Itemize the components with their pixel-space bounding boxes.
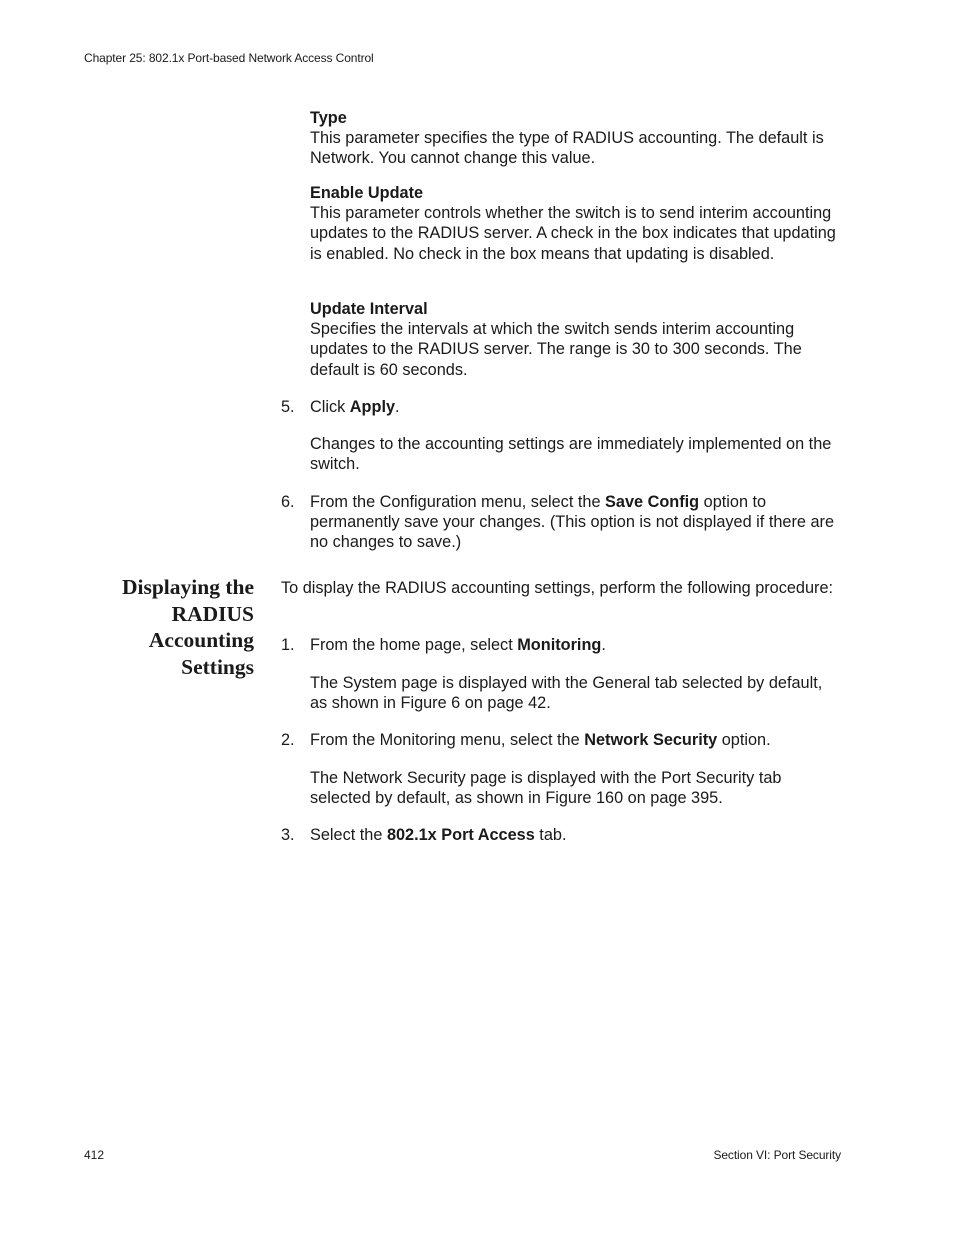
step-6 bbox=[281, 492, 842, 553]
step-text: From the Configuration menu, select the Save Config option to permanently save your changes. (This option is not displayed if there are no changes to save.) bbox=[310, 493, 834, 552]
param-description: This parameter controls whether the switch is to send interim accounting updates to the RADIUS server. A check in the box indicates that updating is enabled. No check in the box means that updating is disabled. bbox=[310, 204, 836, 263]
ui-term: Apply bbox=[349, 398, 396, 416]
section-label: Section VI: Port Security bbox=[713, 1148, 841, 1162]
step-text: From the Monitoring menu, select the Network Security option. bbox=[310, 731, 771, 749]
section-step-1 bbox=[281, 635, 842, 655]
section-step-1-note: The System page is displayed with the General tab selected by default, as shown in Figure 6 on page 42. bbox=[310, 674, 823, 713]
section-heading bbox=[84, 574, 254, 680]
step-5 bbox=[281, 397, 842, 417]
step-number: 3. bbox=[281, 826, 295, 844]
page-number: 412 bbox=[84, 1148, 105, 1162]
section-step-3 bbox=[281, 825, 842, 845]
param-description: This parameter specifies the type of RADIUS accounting. The default is Network. You cannot change this value. bbox=[310, 129, 824, 168]
param-title: Type bbox=[310, 109, 347, 127]
heading-line: RADIUS bbox=[171, 601, 254, 626]
param-update-interval bbox=[310, 299, 842, 380]
param-enable-update bbox=[310, 183, 842, 264]
section-step-2-note: The Network Security page is displayed with the Port Security tab selected by default, as shown in Figure 160 on page 395. bbox=[310, 769, 782, 808]
param-title: Update Interval bbox=[310, 300, 428, 318]
step-5-note: Changes to the accounting settings are immediately implemented on the switch. bbox=[310, 435, 832, 474]
step-text: From the home page, select Monitoring. bbox=[310, 636, 606, 654]
heading-line: Settings bbox=[181, 654, 254, 679]
heading-line: Displaying the bbox=[121, 575, 254, 599]
ui-term: Save Config bbox=[605, 493, 700, 511]
section-intro: To display the RADIUS accounting settings, perform the following procedure: bbox=[281, 579, 834, 597]
step-text: Select the 802.1x Port Access tab. bbox=[310, 826, 567, 844]
param-title: Enable Update bbox=[310, 184, 424, 202]
step-number: 6. bbox=[281, 493, 295, 511]
param-description: Specifies the intervals at which the switch sends interim accounting updates to the RADIUS server. The range is 30 to 300 seconds. The default is 60 seconds. bbox=[310, 320, 802, 379]
step-number: 2. bbox=[281, 731, 295, 749]
heading-line: Accounting bbox=[148, 628, 254, 652]
ui-term: Monitoring bbox=[517, 636, 602, 654]
ui-term: Network Security bbox=[584, 731, 718, 749]
step-number: 5. bbox=[281, 398, 295, 416]
param-type bbox=[310, 108, 842, 169]
running-head: Chapter 25: 802.1x Port-based Network Access Control bbox=[84, 51, 374, 65]
ui-term: 802.1x Port Access bbox=[386, 826, 535, 844]
step-text: Click Apply. bbox=[310, 398, 400, 416]
section-step-2 bbox=[281, 730, 842, 750]
step-number: 1. bbox=[281, 636, 295, 654]
